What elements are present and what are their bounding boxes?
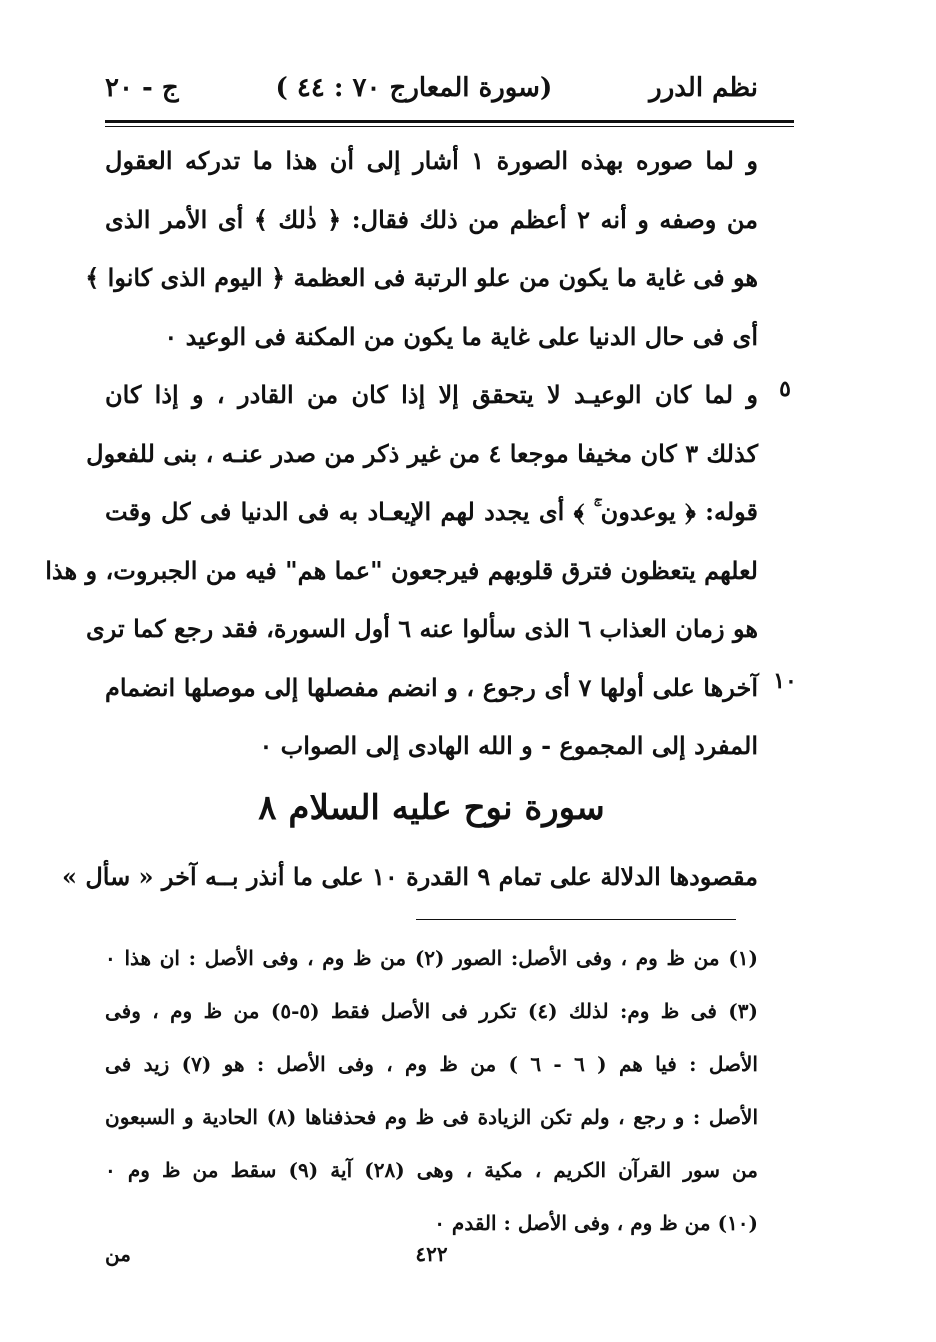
text-line: و لما صوره بهذه الصورة ۱ أشار إلى أن هذا ما تدركه العقول <box>105 146 758 175</box>
footnotes <box>105 932 758 1250</box>
footnote-separator <box>416 919 736 920</box>
footnote-line: (٣) فى ظ وم: لذلك (٤) تكرر فى الأصل فقط (٥-٥) من ظ وم ، وفى <box>105 999 758 1023</box>
footnote-line: (١) من ظ وم ، وفى الأصل: الصور (٢) من ظ وم ، وفى الأصل : ان هذا ٠ <box>105 946 758 970</box>
text-line: قوله: ﴿ يوعدون ۚ ﴾ أى يجدد لهم الإيعـاد به فى الدنيا فى كل وقت <box>105 497 758 526</box>
section-title: سورة نوح عليه السلام ٨ <box>258 788 605 828</box>
running-header <box>105 66 758 110</box>
text-line: لعلهم يتعظون فترق قلوبهم فيرجعون "عما هم" فيه من الجبروت، و هذا <box>45 555 758 585</box>
book-title: نظم الدرر <box>649 73 758 103</box>
section-intro-line: مقصودها الدلالة على تمام ٩ القدرة ١٠ على ما أنذر بــه آخر « سأل » <box>61 862 758 891</box>
footnote-line: الأصل : فيا هم ( ٦ - ٦ ) من ظ وم ، وفى الأصل : هو (٧) زيد فى <box>105 1052 758 1076</box>
line-number-marker: ١٠ <box>773 668 797 694</box>
text-line: هو فى غاية ما يكون من علو الرتبة فى العظمة ﴿ اليوم الذى كانوا ﴾ <box>85 263 758 292</box>
volume-number: ج - ٢٠ <box>105 73 179 103</box>
body-text <box>45 132 759 776</box>
text-line: من وصفه و أنه ۲ أعظم من ذلك فقال: ﴿ ذٰلك ﴾ أى الأمر الذى <box>105 204 759 234</box>
footnote-line: من سور القرآن الكريم ، مكية ، وهى (٢٨) آية (٩) سقط من ظ وم ٠ <box>105 1158 758 1182</box>
text-line: كذلك ۳ كان مخيفا موجعا ٤ من غير ذكر من صدر عنـه ، بنى للفعول <box>86 438 758 468</box>
catchword: من <box>105 1242 131 1266</box>
page-number: ٤٢٢ <box>415 1242 448 1266</box>
header-rule-thin <box>105 126 794 127</box>
surah-reference: (سورة المعارج ٧٠ : ٤٤ ) <box>275 73 553 103</box>
text-line: و لما كان الوعيـد لا يتحقق إلا إذا كان من القادر ، و إذا كان <box>105 380 758 409</box>
footnote-line: (١٠) من ظ وم ، وفى الأصل : القدم ٠ <box>434 1211 758 1235</box>
text-line: آخرها على أولها ۷ أى رجوع ، و انضم مفصلها إلى موصلها انضمام <box>105 672 758 702</box>
line-number-marker: ٥ <box>779 376 791 402</box>
text-line: هو زمان العذاب ٦ الذى سألوا عنه ٦ أول السورة، فقد رجع كما ترى <box>86 614 758 643</box>
footnote-line: الأصل : و رجع ، ولم تكن الزيادة فى ظ وم فحذفناها (٨) الحادية و السبعون <box>105 1105 759 1129</box>
header-rule-thick <box>105 120 794 123</box>
page-footer <box>105 1242 758 1282</box>
text-line: أى فى حال الدنيا على غاية ما يكون من المكنة فى الوعيد ٠ <box>164 321 758 351</box>
text-line: المفرد إلى المجموع - و الله الهادى إلى الصواب ٠ <box>259 731 758 760</box>
